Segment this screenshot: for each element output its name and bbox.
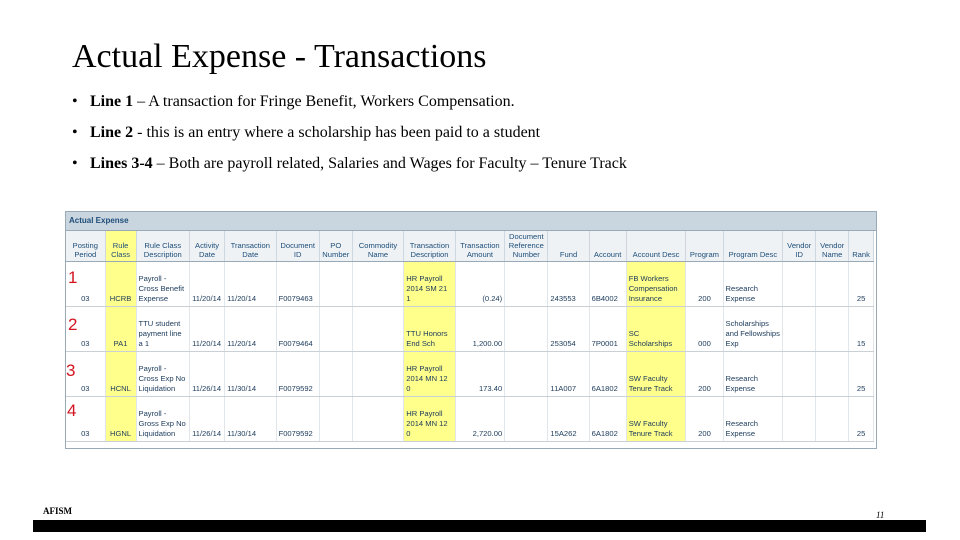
table-cell: Payroll - Cross Benefit Expense [136,262,190,307]
column-header[interactable]: PO Number [319,231,352,262]
table-cell [352,397,403,442]
table-cell: FB Workers Compensation Insurance [626,262,686,307]
table-row[interactable] [66,352,874,397]
bullet-text: - this is an entry where a scholarship has been paid to a student [133,124,541,141]
table-cell: SW Faculty Tenure Track [626,352,686,397]
column-header[interactable]: Transaction Amount [455,231,504,262]
table-cell: HCNL [105,352,136,397]
table-cell: 000 [686,307,723,352]
column-header[interactable]: Program Desc [723,231,783,262]
table-cell: 11A007 [548,352,589,397]
page-number: 11 [876,510,885,520]
column-header[interactable]: Vendor ID [783,231,816,262]
table-cell: 03 [66,352,105,397]
table-cell: F0079463 [276,262,319,307]
table-cell: 11/20/14 [225,307,276,352]
table-cell: 7P0001 [589,307,626,352]
bullet-lead: Lines 3-4 [90,155,153,172]
column-header[interactable]: Account [589,231,626,262]
table-cell [816,397,849,442]
table-cell: Research Expense [723,397,783,442]
table-cell [505,352,548,397]
table-cell: 03 [66,307,105,352]
table-cell: HR Payroll 2014 SM 21 1 [404,262,455,307]
column-header[interactable]: Vendor Name [816,231,849,262]
bullet-item [72,92,627,123]
footer-label: AFISM [43,506,72,516]
table-cell: 25 [849,397,874,442]
table-cell [816,262,849,307]
table-cell [783,307,816,352]
row-number-label: 2 [68,315,78,334]
bullet-lead: Line 2 [90,124,134,141]
table-cell: 11/26/14 [190,397,225,442]
table-cell: 11/30/14 [225,397,276,442]
column-header[interactable]: Rule Class [105,231,136,262]
table-cell: (0.24) [455,262,504,307]
table-cell: TTU Honors End Sch [404,307,455,352]
table-cell: 11/20/14 [225,262,276,307]
table-cell: 173.40 [455,352,504,397]
table-cell: 11/30/14 [225,352,276,397]
panel-caption: Actual Expense [66,212,876,231]
bullet-item [72,123,627,154]
column-header[interactable]: Activity Date [190,231,225,262]
table-cell: 25 [849,262,874,307]
table-cell [319,352,352,397]
table-row[interactable] [66,397,874,442]
bullet-text: – Both are payroll related, Salaries and Wages for Faculty – Tenure Track [152,155,627,172]
table-cell [352,262,403,307]
transactions-screenshot [65,211,877,449]
table-header-row [66,231,874,262]
table-cell: SC Scholarships [626,307,686,352]
table-cell: HGNL [105,397,136,442]
row-number-label: 4 [67,401,77,420]
table-cell [783,352,816,397]
table-cell: F0079464 [276,307,319,352]
table-cell: 03 [66,397,105,442]
bullet-lead: Line 1 [90,93,134,110]
column-header[interactable]: Document ID [276,231,319,262]
table-cell: 11/20/14 [190,262,225,307]
bullet-text: – A transaction for Fringe Benefit, Workers Compensation. [133,93,515,110]
column-header[interactable]: Commodity Name [352,231,403,262]
table-cell: 200 [686,397,723,442]
column-header[interactable]: Rule Class Description [136,231,190,262]
table-cell: F0079592 [276,352,319,397]
table-cell: F0079592 [276,397,319,442]
table-cell: 243553 [548,262,589,307]
table-cell: 2,720.00 [455,397,504,442]
table-cell [352,307,403,352]
bullet-item [72,154,627,185]
table-cell: 253054 [548,307,589,352]
table-cell: Research Expense [723,262,783,307]
table-cell: TTU student payment line a 1 [136,307,190,352]
table-cell: 6A1802 [589,397,626,442]
column-header[interactable]: Program [686,231,723,262]
table-cell: HR Payroll 2014 MN 12 0 [404,397,455,442]
slide-title: Actual Expense - Transactions [72,38,487,75]
table-cell: PA1 [105,307,136,352]
table-cell: 6B4002 [589,262,626,307]
table-cell: Payroll - Gross Exp No Liquidation [136,397,190,442]
table-cell [816,352,849,397]
table-cell: 15A262 [548,397,589,442]
column-header[interactable]: Account Desc [626,231,686,262]
table-cell: SW Faculty Tenure Track [626,397,686,442]
table-cell: 11/26/14 [190,352,225,397]
bullet-dot-icon: • [72,124,78,141]
bullet-list [72,92,627,185]
table-cell: 25 [849,352,874,397]
table-cell: Research Expense [723,352,783,397]
table-cell [505,307,548,352]
table-row[interactable] [66,262,874,307]
table-cell [319,307,352,352]
table-cell: 200 [686,352,723,397]
row-number-label: 3 [66,361,76,380]
table-cell: 03 [66,262,105,307]
column-header[interactable]: Fund [548,231,589,262]
table-row[interactable] [66,307,874,352]
row-number-label: 1 [68,268,78,287]
table-cell: 1,200.00 [455,307,504,352]
table-cell: 15 [849,307,874,352]
table-cell: Scholarships and Fellowships Exp [723,307,783,352]
column-header[interactable]: Transaction Date [225,231,276,262]
table-cell [505,262,548,307]
table-cell [816,307,849,352]
bullet-dot-icon: • [72,155,78,172]
table-cell: Payroll - Cross Exp No Liquidation [136,352,190,397]
column-header[interactable]: Posting Period [66,231,105,262]
column-header[interactable]: Rank [849,231,874,262]
bullet-dot-icon: • [72,93,78,110]
column-header[interactable]: Document Reference Number [505,231,548,262]
table-cell: 6A1802 [589,352,626,397]
footer-bar [33,520,926,532]
table-cell: HCRB [105,262,136,307]
column-header[interactable]: Transaction Description [404,231,455,262]
table-cell: 200 [686,262,723,307]
table-cell [319,397,352,442]
table-cell: 11/20/14 [190,307,225,352]
table-cell: HR Payroll 2014 MN 12 0 [404,352,455,397]
table-cell [319,262,352,307]
table-cell [783,262,816,307]
transactions-table [66,231,874,442]
table-cell [783,397,816,442]
table-cell [352,352,403,397]
table-cell [505,397,548,442]
